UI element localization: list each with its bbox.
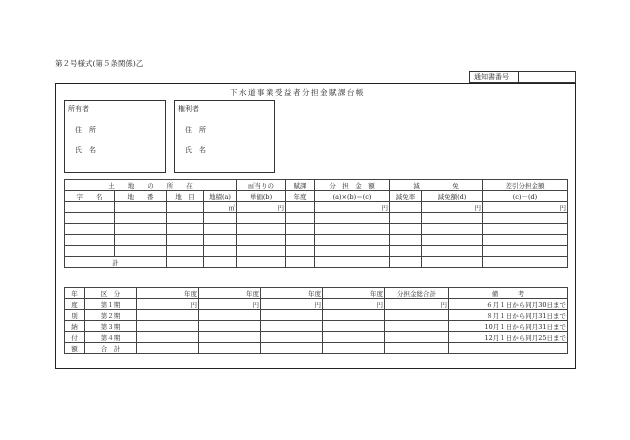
grand-total-header: 分担金総合計: [385, 288, 449, 299]
installment-label: 第３期: [85, 321, 137, 332]
payment-header-row: [65, 288, 568, 299]
net-formula-header: (c)－(d): [483, 191, 568, 202]
vertical-label-6: 額: [65, 343, 85, 354]
reduction-header: 減 免: [390, 180, 483, 191]
form-number: 第２号様式(第５条関係)乙: [55, 59, 144, 68]
land-header-top: [65, 180, 568, 191]
area-unit: ㎡: [204, 202, 237, 213]
right-holder-name-label: 氏 名: [185, 146, 206, 154]
year-header: 賦課: [286, 180, 315, 191]
installment-note: ６月１日から同月30日まで: [449, 299, 568, 310]
year-col-header-4: 年度: [323, 288, 385, 299]
land-location-header: 土 地 の 所 在: [65, 180, 237, 191]
year-col-header-2: 年度: [199, 288, 261, 299]
notice-number-label: 通知書番号: [474, 73, 509, 81]
land-row: [65, 224, 568, 235]
payment-row: [65, 310, 568, 321]
notice-number-box: [469, 71, 576, 83]
payment-row: [65, 332, 568, 343]
net-unit: 円: [483, 202, 568, 213]
land-table: [64, 179, 568, 268]
yen-unit: 円: [199, 299, 261, 310]
payment-total-row: [65, 343, 568, 354]
ledger-title: 下水道事業受益者分担金賦課台帳: [230, 88, 365, 97]
payment-row: [65, 321, 568, 332]
unit-price-unit: 円: [237, 202, 286, 213]
vertical-label-5: 付: [65, 332, 85, 343]
installment-note: 12月１日から同月25日まで: [449, 332, 568, 343]
year-col-header-3: 年度: [261, 288, 323, 299]
amount-header: 分 担 金 額: [315, 180, 390, 191]
reduction-unit: 円: [422, 202, 483, 213]
yen-unit: 円: [323, 299, 385, 310]
land-total-label: 計: [65, 257, 167, 268]
land-units-row: [65, 202, 568, 213]
yen-unit: 円: [385, 299, 449, 310]
land-total-row: [65, 257, 568, 268]
installment-note: [449, 343, 568, 354]
owner-box: [64, 100, 166, 173]
net-header: 差引分担金額: [483, 180, 568, 191]
owner-name-label: 氏 名: [75, 146, 96, 154]
owner-heading: 所有者: [68, 105, 89, 113]
right-holder-address-label: 住 所: [185, 126, 206, 134]
category-header: 区 分: [85, 288, 137, 299]
land-row: [65, 213, 568, 224]
amount-formula-header: (a)×(b)＝(c): [315, 191, 390, 202]
unit-price-header: ㎡当りの: [237, 180, 286, 191]
amount-unit: 円: [315, 202, 390, 213]
vertical-label-1: 年: [65, 288, 85, 299]
owner-address-label: 住 所: [75, 126, 96, 134]
installment-label: 第１期: [85, 299, 137, 310]
land-header-bottom: [65, 191, 568, 202]
chimoku-header: 地 目: [167, 191, 204, 202]
payment-total-label: 合 計: [85, 343, 137, 354]
vertical-label-3: 別: [65, 310, 85, 321]
yen-unit: 円: [137, 299, 199, 310]
installment-label: 第４期: [85, 332, 137, 343]
vertical-label-2: 度: [65, 299, 85, 310]
payment-table: [64, 287, 568, 354]
yen-unit: 円: [261, 299, 323, 310]
aza-header: 字 名: [65, 191, 115, 202]
installment-note: ８月１日から同月31日まで: [449, 310, 568, 321]
installment-label: 第２期: [85, 310, 137, 321]
chiban-header: 地 番: [115, 191, 167, 202]
right-holder-box: [174, 100, 275, 173]
notice-divider: [518, 72, 519, 82]
vertical-label-4: 納: [65, 321, 85, 332]
right-holder-heading: 権利者: [178, 105, 199, 113]
year-col-header-1: 年度: [137, 288, 199, 299]
land-row: [65, 246, 568, 257]
unit-price-sub-header: 単価(b): [237, 191, 286, 202]
land-row: [65, 235, 568, 246]
area-header: 地積(a): [204, 191, 237, 202]
note-header: 備 考: [449, 288, 568, 299]
installment-note: 10月１日から同月31日まで: [449, 321, 568, 332]
reduction-amount-header: 減免額(d): [422, 191, 483, 202]
year-sub-header: 年度: [286, 191, 315, 202]
payment-row: [65, 299, 568, 310]
rate-header: 減免率: [390, 191, 422, 202]
